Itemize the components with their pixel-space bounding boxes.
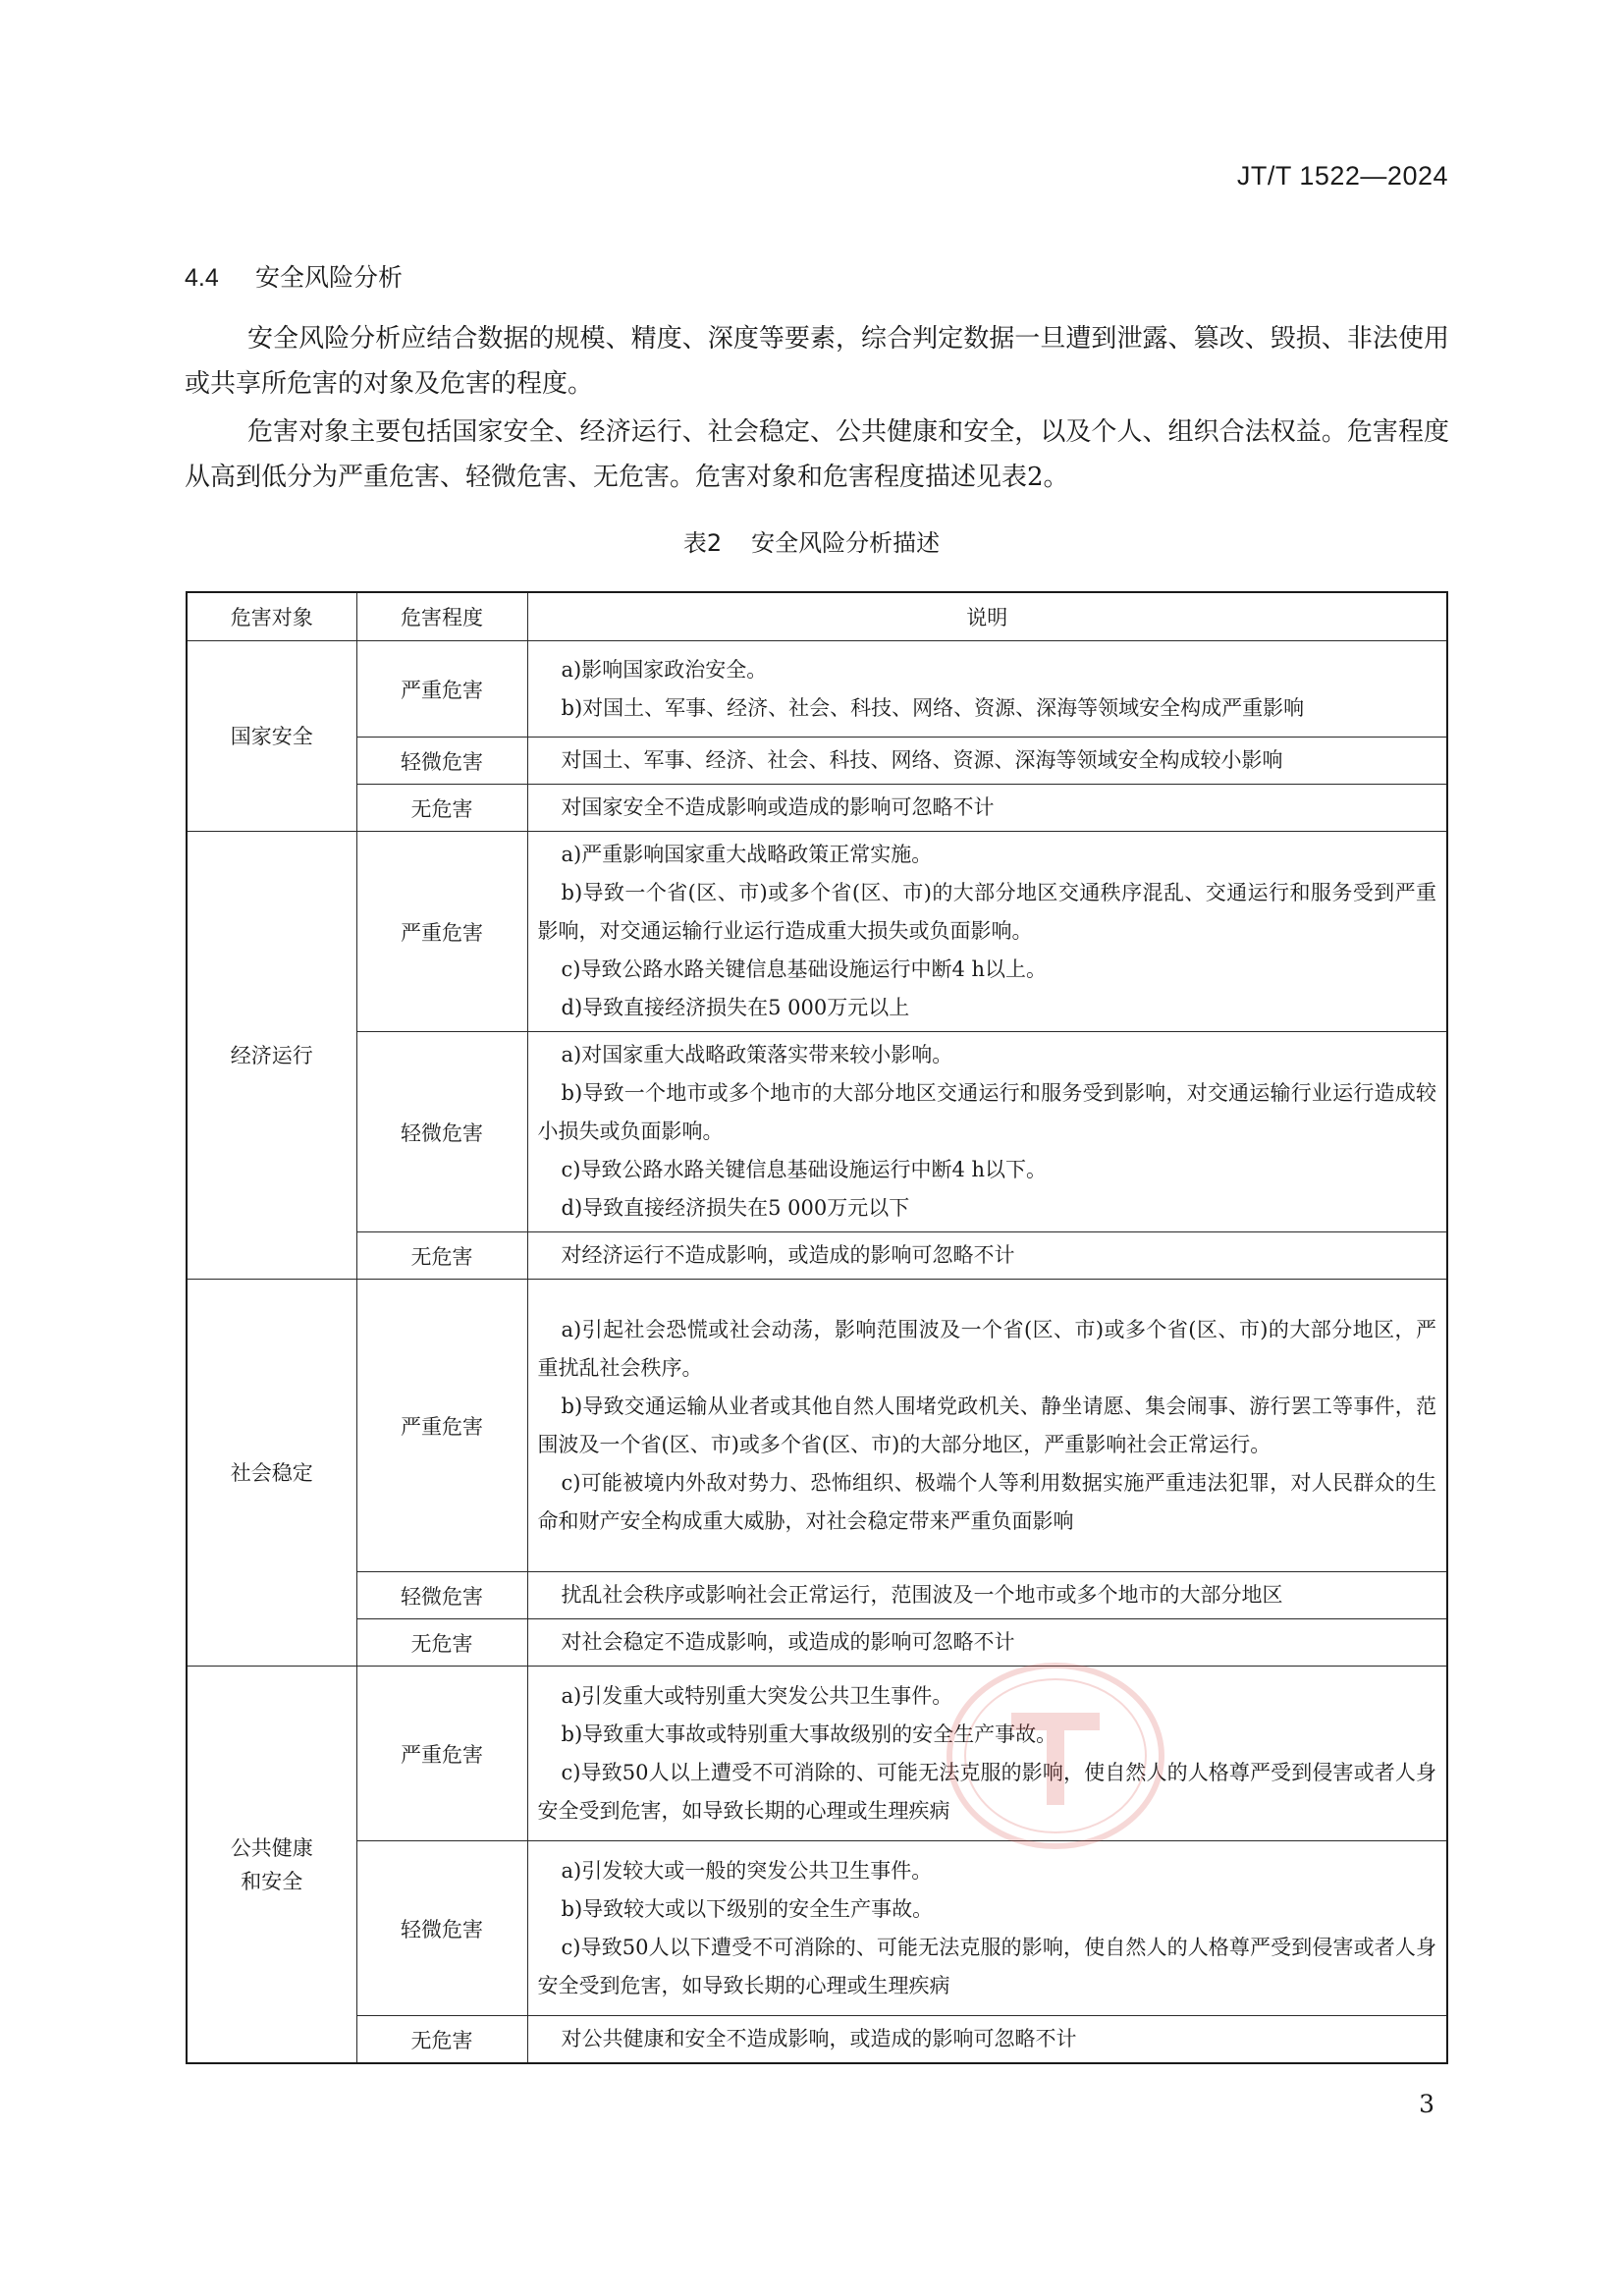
hazard-object-cell: 国家安全 [187, 641, 356, 832]
description-item: b)导致交通运输从业者或其他自然人围堵党政机关、静坐请愿、集会闹事、游行罢工等事件，范围波及一个省(区、市)或多个省(区、市)的大部分地区，严重影响社会正常运行。 [537, 1394, 1436, 1456]
table-row [187, 1667, 1447, 1841]
table-row [187, 1619, 1447, 1667]
hazard-degree-cell: 严重危害 [356, 1280, 527, 1572]
table-header-row [187, 592, 1447, 641]
description-cell [527, 1841, 1447, 2016]
description-item: 扰乱社会秩序或影响社会正常运行，范围波及一个地市或多个地市的大部分地区 [561, 1583, 1283, 1607]
hazard-degree-cell: 轻微危害 [356, 1841, 527, 2016]
description-item: c)导致公路水路关键信息基础设施运行中断4 h以上。 [561, 957, 1048, 981]
description-item: d)导致直接经济损失在5 000万元以上 [561, 996, 910, 1019]
description-item: a)引发重大或特别重大突发公共卫生事件。 [561, 1683, 953, 1708]
description-item: 对国土、军事、经济、社会、科技、网络、资源、深海等领域安全构成较小影响 [561, 748, 1283, 772]
table-row [187, 1032, 1447, 1232]
hazard-degree-cell: 无危害 [356, 1619, 527, 1667]
description-cell [527, 1032, 1447, 1232]
description-item: a)严重影响国家重大战略政策正常实施。 [561, 843, 933, 866]
description-item: 对公共健康和安全不造成影响，或造成的影响可忽略不计 [561, 2027, 1077, 2050]
description-item: b)导致重大事故或特别重大事故级别的安全生产事故。 [561, 1722, 1057, 1746]
description-item: 对经济运行不造成影响，或造成的影响可忽略不计 [561, 1243, 1015, 1267]
table-row [187, 1280, 1447, 1572]
hazard-degree-cell: 轻微危害 [356, 738, 527, 785]
description-item: 对国家安全不造成影响或造成的影响可忽略不计 [561, 795, 995, 819]
description-item: a)引发较大或一般的突发公共卫生事件。 [561, 1858, 933, 1883]
description-cell [527, 832, 1447, 1032]
description-cell [527, 1572, 1447, 1619]
standard-code: JT/T 1522—2024 [1236, 161, 1448, 191]
hazard-degree-cell: 严重危害 [356, 832, 527, 1032]
table-row [187, 2016, 1447, 2064]
hazard-object-cell: 经济运行 [187, 832, 356, 1280]
description-item: b)导致较大或以下级别的安全生产事故。 [561, 1896, 934, 1921]
hazard-degree-cell: 无危害 [356, 785, 527, 832]
description-item: c)导致50人以下遭受不可消除的、可能无法克服的影响，使自然人的人格尊严受到侵害或者人身安全受到危害，如导致长期的心理或生理疾病 [537, 1935, 1436, 1997]
table-row [187, 641, 1447, 738]
table-row [187, 1572, 1447, 1619]
description-item: a)对国家重大战略政策落实带来较小影响。 [561, 1043, 953, 1066]
table-caption-title: 安全风险分析描述 [751, 529, 941, 557]
section-title: 安全风险分析 [255, 263, 404, 292]
page-number: 3 [1419, 2090, 1434, 2118]
description-cell [527, 641, 1447, 738]
table-caption-number: 表2 [682, 529, 723, 557]
description-cell [527, 1280, 1447, 1572]
hazard-object-line: 公共健康 [230, 1835, 313, 1860]
table-caption [0, 523, 1623, 558]
description-item: b)导致一个地市或多个地市的大部分地区交通运行和服务受到影响，对交通运输行业运行造成较小损失或负面影响。 [537, 1081, 1436, 1143]
description-item: a)引起社会恐慌或社会动荡，影响范围波及一个省(区、市)或多个省(区、市)的大部分地区，严重扰乱社会秩序。 [537, 1317, 1436, 1380]
description-item: 对社会稳定不造成影响，或造成的影响可忽略不计 [561, 1630, 1015, 1654]
hazard-degree-cell: 轻微危害 [356, 1032, 527, 1232]
hazard-degree-cell: 无危害 [356, 2016, 527, 2064]
header-description: 说明 [527, 592, 1447, 641]
section-number: 4.4 [185, 264, 219, 292]
description-item: c)导致公路水路关键信息基础设施运行中断4 h以下。 [561, 1158, 1048, 1181]
description-item: b)导致一个省(区、市)或多个省(区、市)的大部分地区交通秩序混乱、交通运行和服务受到严重影响，对交通运输行业运行造成重大损失或负面影响。 [537, 881, 1436, 943]
risk-analysis-table [186, 591, 1448, 2064]
section-heading [185, 258, 403, 294]
hazard-degree-cell: 严重危害 [356, 641, 527, 738]
paragraph-2: 危害对象主要包括国家安全、经济运行、社会稳定、公共健康和安全，以及个人、组织合法权益。危害程度从高到低分为严重危害、轻微危害、无危害。危害对象和危害程度描述见表2。 [185, 417, 1449, 492]
description-cell [527, 1232, 1447, 1280]
hazard-object-line: 和安全 [241, 1869, 303, 1893]
table-row [187, 1232, 1447, 1280]
description-cell [527, 785, 1447, 832]
description-item: a)影响国家政治安全。 [561, 657, 768, 682]
header-hazard-object: 危害对象 [187, 592, 356, 641]
description-item: d)导致直接经济损失在5 000万元以下 [561, 1196, 910, 1220]
header-hazard-degree: 危害程度 [356, 592, 527, 641]
hazard-object-cell [187, 1667, 356, 2064]
hazard-degree-cell: 无危害 [356, 1232, 527, 1280]
description-cell [527, 1619, 1447, 1667]
hazard-object-cell: 社会稳定 [187, 1280, 356, 1667]
table-row [187, 738, 1447, 785]
description-item: b)对国土、军事、经济、社会、科技、网络、资源、深海等领域安全构成严重影响 [561, 695, 1305, 720]
description-cell [527, 2016, 1447, 2064]
description-item: c)可能被境内外敌对势力、恐怖组织、极端个人等利用数据实施严重违法犯罪，对人民群众的生命和财产安全构成重大威胁，对社会稳定带来严重负面影响 [537, 1470, 1436, 1533]
description-item: c)导致50人以上遭受不可消除的、可能无法克服的影响，使自然人的人格尊严受到侵害或者人身安全受到危害，如导致长期的心理或生理疾病 [537, 1760, 1436, 1823]
hazard-degree-cell: 轻微危害 [356, 1572, 527, 1619]
table-row [187, 1841, 1447, 2016]
description-cell [527, 1667, 1447, 1841]
paragraph-1: 安全风险分析应结合数据的规模、精度、深度等要素，综合判定数据一旦遭到泄露、篡改、毁损、非法使用或共享所危害的对象及危害的程度。 [185, 324, 1449, 399]
description-cell [527, 738, 1447, 785]
table-row [187, 832, 1447, 1032]
hazard-degree-cell: 严重危害 [356, 1667, 527, 1841]
table-row [187, 785, 1447, 832]
